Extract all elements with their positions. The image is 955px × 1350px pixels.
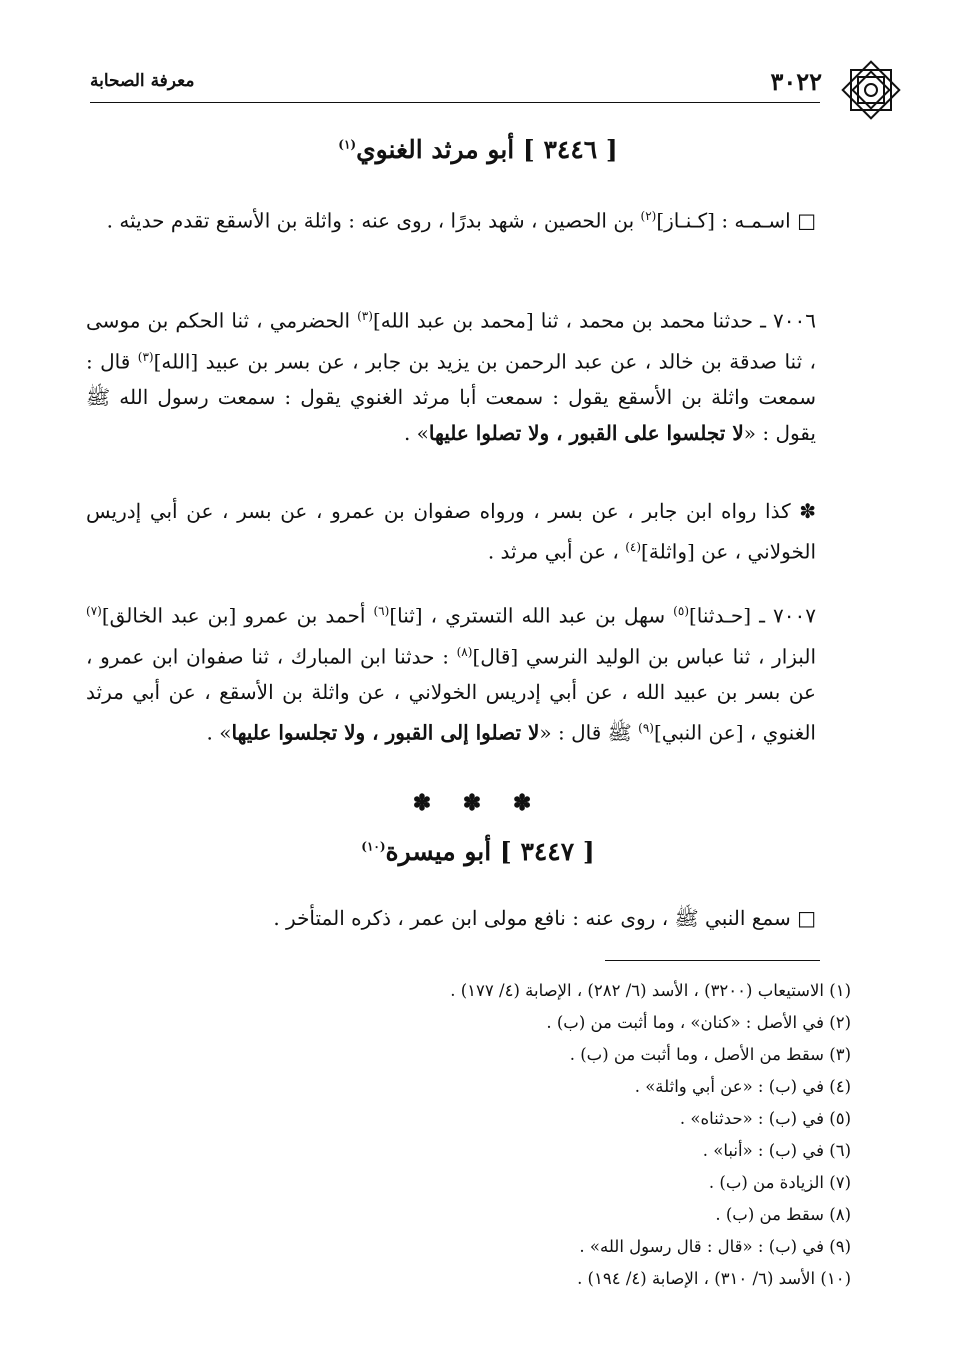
header-rule	[90, 102, 820, 103]
footnote: (١) الاستيعاب (٣٢٠٠) ، الأسد (٦/ ٢٨٢) ، الإصابة (٤/ ١٧٧) .	[450, 981, 851, 1000]
footnote-marker: (١٠)	[361, 839, 386, 854]
footnote-marker: (١)	[338, 137, 357, 152]
entry2-intro-paragraph: □ سمع النبي ﷺ ، روى عنه : نافع مولى ابن عمر ، ذكره المتأخر .	[273, 906, 816, 930]
footnote: (٣) سقط من الأصل ، وما أثبت من (ب) .	[569, 1045, 851, 1064]
footnote-marker: (٧)	[86, 604, 102, 618]
footnote-marker: (٨)	[456, 644, 473, 659]
text-run: ٧٠٠٧ ـ [حـدثنا]	[689, 603, 816, 628]
entry-intro-paragraph	[86, 198, 816, 239]
footnote: (٩) في (ب) : «قال : قال رسول الله» .	[579, 1237, 851, 1256]
footnote-marker: (٦)	[373, 604, 390, 618]
running-title: معرفة الصحابة	[90, 71, 195, 91]
footnotes	[86, 975, 851, 1295]
text-run: ﷺ قال : «	[539, 720, 639, 745]
footnote-marker: (٥)	[673, 604, 689, 618]
octagram-ornament-icon	[836, 55, 906, 125]
text-run: البزار ، ثنا عباس بن الوليد النرسي [قال]	[472, 644, 816, 669]
text-run: سهل بن عبد الله التستري ، [ثنا]	[389, 603, 674, 628]
footnote-marker: (٢)	[640, 209, 657, 223]
footnote-rule	[605, 960, 820, 961]
heading-text: [ ٣٤٤٦ ] أبو مرثد الغنوي	[356, 135, 618, 164]
text-run: بن الحصين ، شهد بدرًا ، روى عنه : واثلة بن الأسقع تقدم حديثه .	[106, 208, 641, 233]
entry-heading-3446	[90, 135, 866, 164]
footnote: (٦) في (ب) : «أنبا» .	[702, 1141, 851, 1160]
footnote: (٥) في (ب) : «حدثناه» .	[679, 1109, 851, 1128]
text-run: ✽ كذا رواه ابن جابر ، عن بسر ، ورواه صفوان بن عمرو ، عن بسر ، عن أبي إدريس الخولاني ، عن [واثلة]	[86, 499, 816, 564]
footnote: (٢) في الأصل : «كنان» ، وما أثبت من (ب) .	[546, 1013, 851, 1032]
footnote-marker: (٣)	[137, 349, 154, 364]
text-run: » .	[206, 720, 232, 745]
footnote: (٧) الزيادة من (ب) .	[708, 1173, 851, 1192]
heading-text: [ ٣٤٤٧ ] أبو ميسرة	[385, 837, 595, 866]
page-number: ٣٠٢٢	[770, 67, 822, 96]
text-run: الحضرمي ، ثنا الحكم بن موسى ، ثنا صدقة بن خالد ، عن عبد الرحمن بن يزيد بن جابر ، عن بسر بن عبيد [الله]	[86, 308, 817, 374]
section-separator: ✽ ✽ ✽	[412, 790, 544, 816]
footnote: (١٠) الأسد (٦/ ٣١٠) ، الإصابة (٤/ ١٩٤) .	[577, 1269, 851, 1288]
text-run: : حدثنا ابن المبارك ، ثنا صفوان ابن عمرو ، عن بسر بن عبيد الله ، عن أبي إدريس الخولاني ، عن واثلة بن الأسقع ، عن أبي مرثد الغنوي ، [عن النبي]	[86, 644, 816, 745]
page-header	[90, 55, 866, 105]
text-run: □ اسـمـه : [كـنـاز]	[656, 208, 816, 233]
footnote-marker: (٤)	[625, 540, 642, 554]
footnote-marker: (٣)	[357, 309, 373, 323]
hadith-7006-paragraph	[86, 298, 816, 451]
text-run: أحمد بن عمرو [بن عبد الخالق]	[101, 603, 374, 628]
text-run: ، عن أبي مرثد .	[487, 539, 626, 564]
hadith-quote: لا تصلوا إلى القبور ، ولا تجلسوا عليها	[231, 720, 540, 745]
footnote: (٨) سقط من (ب) .	[715, 1205, 851, 1224]
text-run: قال : سمعت واثلة بن الأسقع يقول : سمعت أبا مرثد الغنوي يقول : سمعت رسول الله ﷺ يقول : «	[86, 349, 816, 446]
text-run: » .	[403, 421, 429, 446]
hadith-7007-paragraph	[86, 593, 816, 751]
chain-note-paragraph	[86, 493, 816, 570]
footnote: (٤) في (ب) : «عن أبي واثلة» .	[634, 1077, 851, 1096]
hadith-quote: لا تجلسوا على القبور ، ولا تصلوا عليها	[428, 421, 744, 446]
text-run: ٧٠٠٦ ـ حدثنا محمد بن محمد ، ثنا [محمد بن عبد الله]	[372, 308, 816, 333]
footnote-marker: (٩)	[638, 721, 654, 736]
entry-heading-3447	[90, 837, 866, 866]
